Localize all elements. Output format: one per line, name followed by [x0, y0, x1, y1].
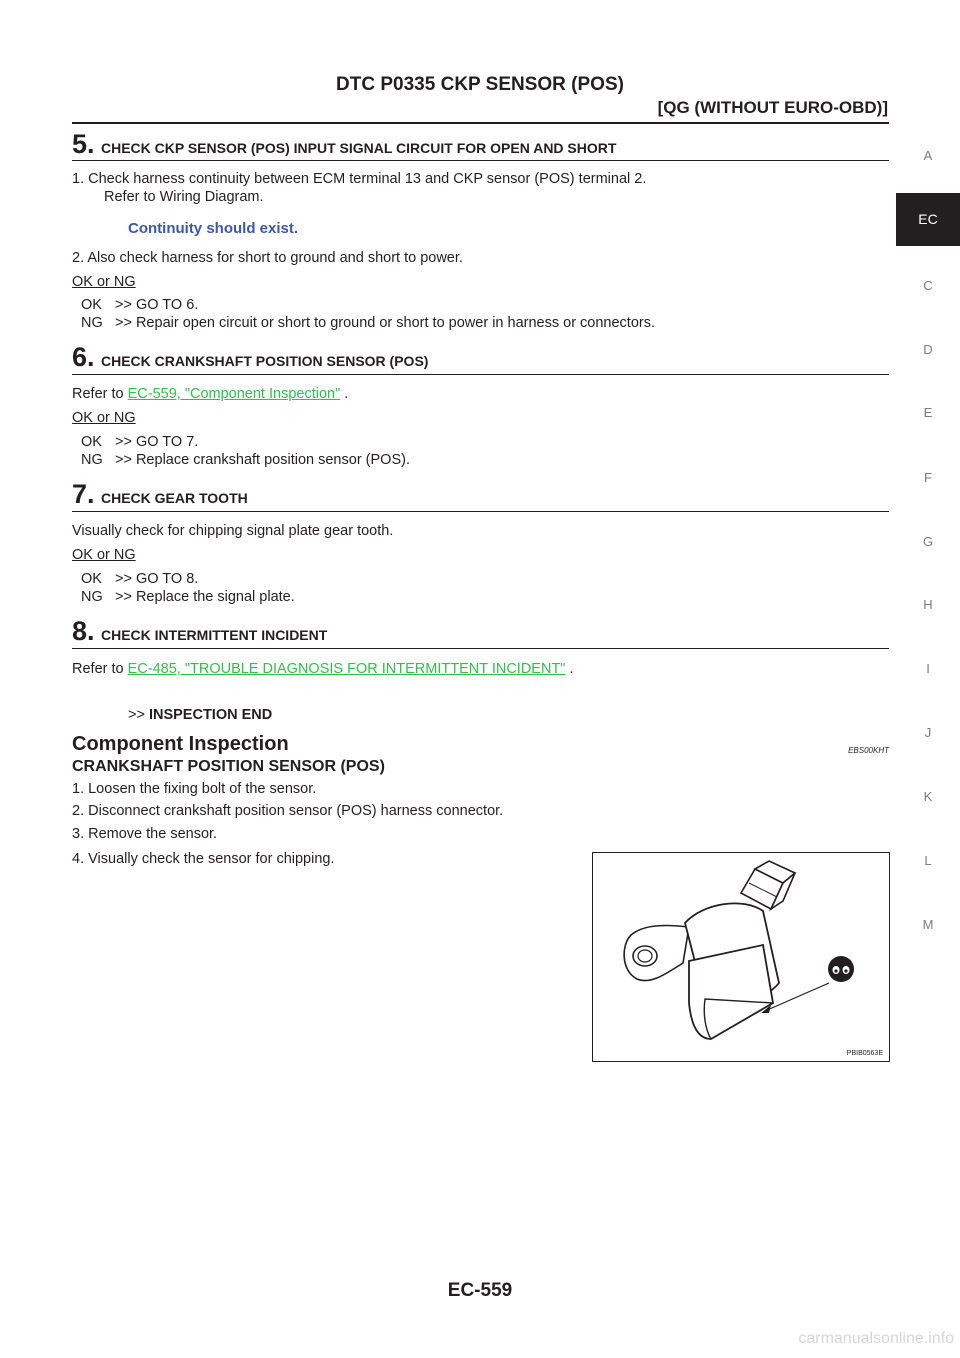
visual-check-icon	[828, 956, 854, 982]
ok-result: OK >> GO TO 8.	[81, 571, 199, 587]
side-index-g[interactable]: G	[922, 534, 934, 549]
step-rule	[72, 648, 889, 649]
sensor-figure	[592, 852, 890, 1062]
side-index-i[interactable]: I	[926, 661, 930, 676]
side-index-f[interactable]: F	[924, 470, 932, 485]
step-title: CHECK CKP SENSOR (POS) INPUT SIGNAL CIRCUIT FOR OPEN AND SHORT	[100, 140, 617, 156]
header-rule	[72, 122, 889, 124]
step-8-heading	[72, 616, 889, 647]
step-rule	[72, 160, 889, 161]
side-index-l[interactable]: L	[924, 853, 932, 868]
inspection-item-2: 2. Disconnect crankshaft position sensor (POS) harness connector.	[72, 803, 504, 819]
step-title: CHECK CRANKSHAFT POSITION SENSOR (POS)	[100, 353, 429, 369]
ng-result: NG >> Repair open circuit or short to ground or short to power in harness or connectors.	[81, 315, 656, 331]
side-index-a[interactable]: A	[923, 148, 933, 163]
step-6-heading	[72, 342, 889, 373]
step-number: 6.	[72, 342, 95, 372]
figure-code: PBIB0563E	[846, 1050, 883, 1057]
ok-or-ng-label: OK or NG	[72, 274, 136, 290]
step-5-item-1-ref: Refer to Wiring Diagram.	[104, 189, 264, 205]
inspection-item-3: 3. Remove the sensor.	[72, 826, 218, 842]
ok-result: OK >> GO TO 6.	[81, 297, 199, 313]
step-5-item-1: 1. Check harness continuity between ECM terminal 13 and CKP sensor (POS) terminal 2.	[72, 171, 647, 187]
side-index-c[interactable]: C	[923, 278, 933, 293]
ok-or-ng-label: OK or NG	[72, 410, 136, 426]
side-index-m[interactable]: M	[922, 917, 934, 932]
watermark: carmanualsonline.info	[798, 1330, 954, 1347]
side-index-ec-active[interactable]: EC	[896, 193, 960, 246]
inspection-item-1: 1. Loosen the fixing bolt of the sensor.	[72, 781, 317, 797]
step-title: CHECK INTERMITTENT INCIDENT	[100, 627, 328, 643]
section-title: Component Inspection	[72, 733, 289, 755]
crankshaft-sensor-illustration	[593, 853, 889, 1061]
ok-or-ng-label: OK or NG	[72, 547, 136, 563]
section-code: EBS00KHT	[848, 746, 889, 755]
side-index-d[interactable]: D	[923, 342, 933, 357]
section-subtitle: CRANKSHAFT POSITION SENSOR (POS)	[72, 758, 385, 775]
inspection-item-4: 4. Visually check the sensor for chipping.	[72, 851, 335, 867]
page-number: EC-559	[447, 1280, 513, 1301]
spec-text: Continuity should exist.	[128, 220, 299, 237]
page-subtitle: [QG (WITHOUT EURO-OBD)]	[657, 98, 888, 117]
side-index-h[interactable]: H	[923, 597, 933, 612]
refer-line: Refer to EC-485, "TROUBLE DIAGNOSIS FOR INTERMITTENT INCIDENT" .	[72, 661, 574, 677]
step-7-text: Visually check for chipping signal plate gear tooth.	[72, 523, 394, 539]
step-rule	[72, 374, 889, 375]
ok-result: OK >> GO TO 7.	[81, 434, 199, 450]
end-line: >> INSPECTION END	[128, 707, 273, 723]
step-number: 5.	[72, 129, 95, 159]
refer-line: Refer to EC-559, "Component Inspection" .	[72, 386, 349, 402]
side-index-j[interactable]: J	[924, 725, 932, 740]
step-rule	[72, 511, 889, 512]
step-number: 8.	[72, 616, 95, 646]
step-number: 7.	[72, 479, 95, 509]
step-5-heading	[72, 129, 889, 160]
reference-link[interactable]: EC-485, "TROUBLE DIAGNOSIS FOR INTERMITTENT INCIDENT"	[127, 661, 566, 677]
ng-result: NG >> Replace crankshaft position sensor (POS).	[81, 452, 410, 468]
reference-link[interactable]: EC-559, "Component Inspection"	[127, 386, 341, 402]
ng-result: NG >> Replace the signal plate.	[81, 589, 295, 605]
side-index-k[interactable]: K	[923, 789, 933, 804]
page-title: DTC P0335 CKP SENSOR (POS)	[336, 74, 624, 95]
step-title: CHECK GEAR TOOTH	[100, 490, 248, 506]
side-index-e[interactable]: E	[923, 405, 933, 420]
step-5-item-2: 2. Also check harness for short to ground and short to power.	[72, 250, 463, 266]
step-7-heading	[72, 479, 889, 510]
